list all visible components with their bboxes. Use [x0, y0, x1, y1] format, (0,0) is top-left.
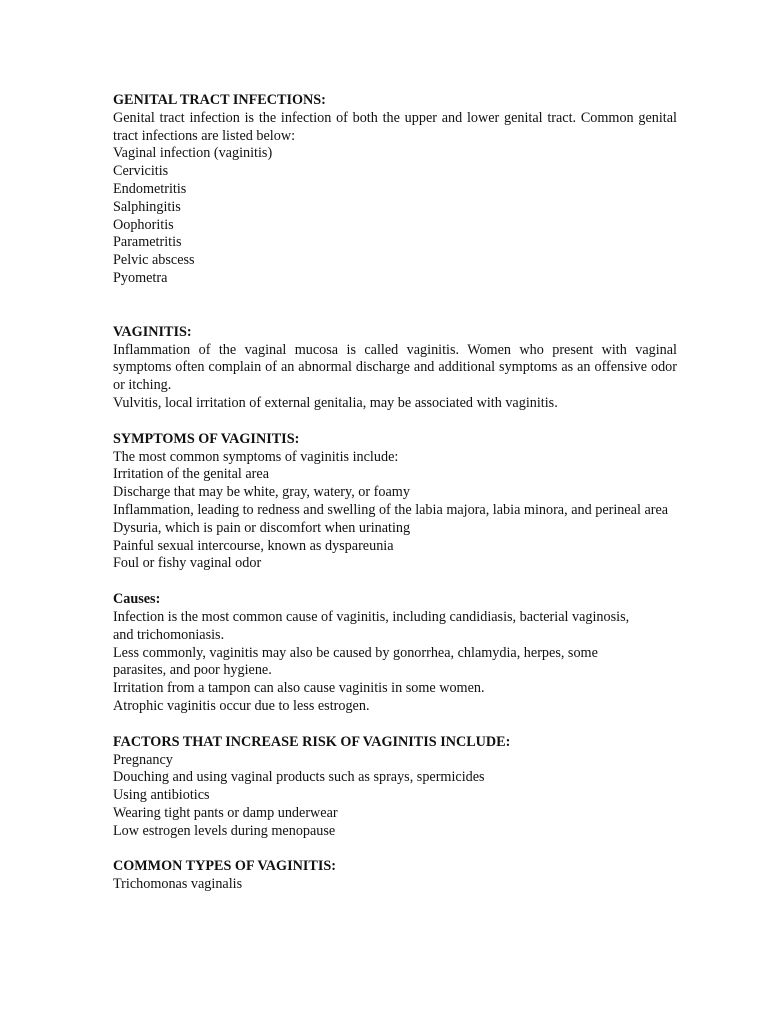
- list-item: Foul or fishy vaginal odor: [113, 555, 262, 572]
- list-item: Vaginal infection (vaginitis): [113, 145, 273, 162]
- section-risk-factors: [113, 734, 677, 841]
- section-heading: SYMPTOMS OF VAGINITIS:: [113, 430, 300, 447]
- paragraph: Inflammation of the vaginal mucosa is called vaginitis. Women who present with vaginal symptoms often complain of an abnormal discharge and additional symptoms as an offensive odor or itching.: [113, 341, 677, 394]
- list-item: Pregnancy: [113, 751, 173, 768]
- list-item: Using antibiotics: [113, 787, 210, 804]
- section-causes: [113, 591, 677, 716]
- section-intro: Genital tract infection is the infection of both the upper and lower genital tract. Common genital tract infections are listed below:: [113, 109, 677, 144]
- list-item: Less commonly, vaginitis may also be caused by gonorrhea, chlamydia, herpes, some parasites, and poor hygiene.: [113, 644, 598, 679]
- list-item: Painful sexual intercourse, known as dyspareunia: [113, 537, 394, 554]
- list-item: Irritation from a tampon can also cause vaginitis in some women.: [113, 680, 485, 697]
- list-item: Cervicitis: [113, 163, 169, 180]
- section-symptoms: [113, 431, 677, 573]
- list-item: Irritation of the genital area: [113, 466, 269, 483]
- list-item: Atrophic vaginitis occur due to less estrogen.: [113, 697, 370, 714]
- section-heading: Causes:: [113, 591, 161, 608]
- list-item: Wearing tight pants or damp underwear: [113, 804, 338, 821]
- list-item: Endometritis: [113, 180, 187, 197]
- list-item: Oophoritis: [113, 216, 174, 233]
- section-heading: VAGINITIS:: [113, 323, 192, 340]
- list-item: Salphingitis: [113, 198, 181, 215]
- list-item: Discharge that may be white, gray, watery, or foamy: [113, 484, 410, 501]
- list-item: Pyometra: [113, 269, 168, 286]
- section-common-types: [113, 858, 677, 894]
- section-heading: FACTORS THAT INCREASE RISK OF VAGINITIS INCLUDE:: [113, 733, 511, 750]
- list-item: Inflammation, leading to redness and swelling of the labia majora, labia minora, and perineal area: [113, 501, 669, 518]
- list-item: Infection is the most common cause of vaginitis, including candidiasis, bacterial vaginosis, and trichomoniasis.: [113, 608, 630, 643]
- document-page: [113, 92, 677, 894]
- section-vaginitis: [113, 324, 677, 413]
- list-item: Parametritis: [113, 234, 182, 251]
- list-item: Douching and using vaginal products such as sprays, spermicides: [113, 769, 485, 786]
- list-item: Trichomonas vaginalis: [113, 876, 243, 893]
- list-item: Dysuria, which is pain or discomfort when urinating: [113, 519, 411, 536]
- list-item: Low estrogen levels during menopause: [113, 822, 336, 839]
- paragraph: Vulvitis, local irritation of external genitalia, may be associated with vaginitis.: [113, 394, 558, 411]
- section-intro: The most common symptoms of vaginitis include:: [113, 448, 399, 465]
- list-item: Pelvic abscess: [113, 252, 195, 269]
- section-heading: COMMON TYPES OF VAGINITIS:: [113, 858, 336, 875]
- section-genital-tract-infections: [113, 92, 677, 288]
- section-heading: GENITAL TRACT INFECTIONS:: [113, 92, 326, 108]
